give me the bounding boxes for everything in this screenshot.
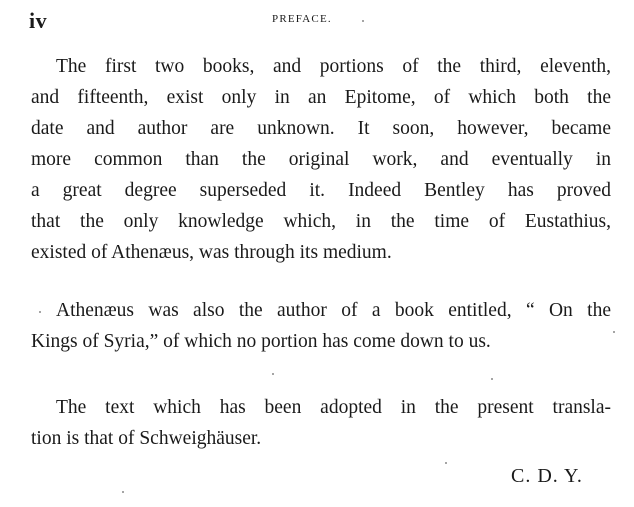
text-line: that the only knowledge which, in the time of Eustathius, xyxy=(31,211,611,232)
text-line: and fifteenth, exist only in an Epitome, of which both the xyxy=(31,87,611,108)
text-line: more common than the original work, and eventually in xyxy=(31,149,611,170)
paragraph-epitome xyxy=(31,51,611,268)
paragraph-kings-of-syria xyxy=(31,295,611,357)
scan-speck xyxy=(362,20,364,22)
running-head: PREFACE. xyxy=(272,13,332,25)
paragraph-translation-text xyxy=(31,392,611,454)
text-line: Kings of Syria,” of which no portion has come down to us. xyxy=(31,331,491,352)
scan-speck xyxy=(613,331,615,333)
text-line: The text which has been adopted in the present transla- xyxy=(56,397,611,418)
scan-speck xyxy=(39,311,41,313)
scan-speck xyxy=(445,462,447,464)
text-line: Athenæus was also the author of a book entitled, “ On the xyxy=(56,300,611,321)
author-initials: C. D. Y. xyxy=(511,465,583,487)
page-number: iv xyxy=(29,8,48,33)
text-line: tion is that of Schweighäuser. xyxy=(31,428,262,449)
text-line: date and author are unknown. It soon, however, became xyxy=(31,118,611,139)
text-line: The first two books, and portions of the third, eleventh, xyxy=(56,56,611,77)
scan-speck xyxy=(272,373,274,375)
text-line: existed of Athenæus, was through its medium. xyxy=(31,242,392,263)
scan-speck xyxy=(122,491,124,493)
text-line: a great degree superseded it. Indeed Bentley has proved xyxy=(31,180,611,201)
scan-speck xyxy=(491,378,493,380)
